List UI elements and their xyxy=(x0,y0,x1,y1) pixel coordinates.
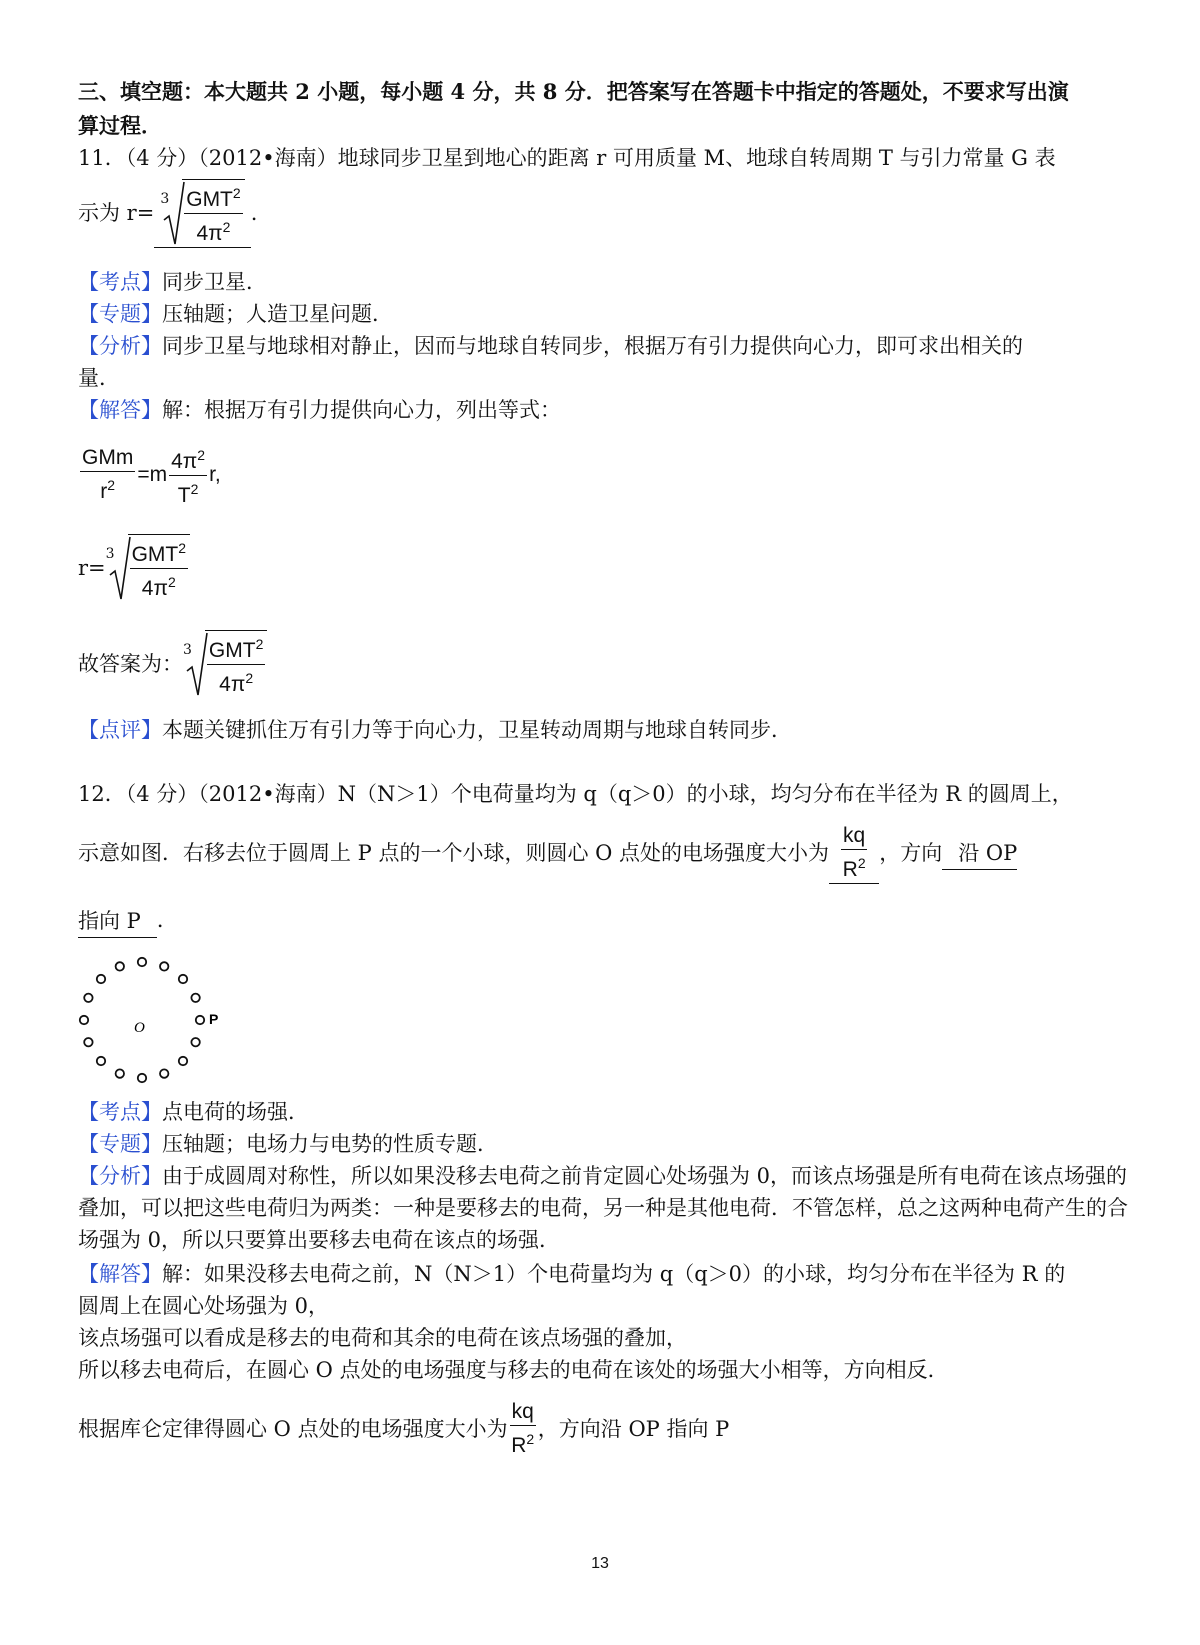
q11-jieda: 【解答】解：根据万有引力提供向心力，列出等式： xyxy=(78,398,561,422)
q12-jieda-line2: 圆周上在圆心处场强为 0， xyxy=(78,1294,330,1318)
page-number: 13 xyxy=(591,1555,609,1572)
charge-ball xyxy=(80,1016,88,1024)
q11-fenxi-line1: 【分析】同步卫星与地球相对静止，因而与地球自转同步，根据万有引力提供向心力，即可求出相关的 xyxy=(78,334,1023,358)
q12-stem-line2: 示意如图．右移去位于圆周上 P 点的一个小球，则圆心 O 点处的电场强度大小为 $\frac{kq}{R^2}$ ，方向 沿 OP xyxy=(78,822,1128,884)
q11-stem-line1: 11．（4 分）（2012•海南）地球同步卫星到地心的距离 r 可用质量 M、地球自转周期 T 与引力常量 G 表 xyxy=(78,146,1056,170)
q11-stem-suffix: . xyxy=(250,201,258,225)
q12-jieda-line3: 该点场强可以看成是移去的电荷和其余的电荷在该点场强的叠加， xyxy=(78,1326,687,1350)
charge-ball xyxy=(160,962,168,970)
q11-answer-line: 故答案为： 3 $\frac{GMT^2}{4\pi^2}$ xyxy=(78,628,1128,700)
q11-answer-cube-root: 3 $\frac{GMT^2}{4\pi^2}$ xyxy=(183,630,267,698)
q11-answer-blank xyxy=(154,179,250,248)
charge-ball xyxy=(84,994,92,1002)
q11-eq2-cube-root: 3 $\frac{GMT^2}{4\pi^2}$ xyxy=(106,534,190,602)
charge-ball xyxy=(138,958,146,966)
charge-ball xyxy=(84,1038,92,1046)
q11-equation-1: $\frac{\text{GMm}}{r^2}$ =m $\frac{4\pi^2}{T^2}$ r, xyxy=(78,440,1128,510)
charge-ball xyxy=(160,1069,168,1077)
q12-answer-magnitude: $\frac{kq}{R^2}$ xyxy=(829,823,879,884)
q11-kaodian: 【考点】同步卫星． xyxy=(78,270,267,294)
q12-answer-direction-part2: 指向 P xyxy=(78,905,157,938)
section-header-line2: 算过程． xyxy=(78,113,162,138)
q12-stem-line1: 12．（4 分）（2012•海南）N（N＞1）个电荷量均为 q（q＞0）的小球，均匀分布在半径为 R 的圆周上， xyxy=(78,782,1073,806)
q12-stem-line3: 指向 P ． xyxy=(78,904,1128,938)
q11-cube-root: 3 $\frac{GMT^2}{4\pi^2}$ xyxy=(160,179,244,247)
charge-ball xyxy=(191,994,199,1002)
q12-kaodian: 【考点】点电荷的场强． xyxy=(78,1100,309,1124)
q11-equation-2: r= 3 $\frac{GMT^2}{4\pi^2}$ xyxy=(78,532,1128,604)
center-o-label: O xyxy=(134,1020,145,1036)
charge-circle-figure xyxy=(78,948,238,1088)
q12-jieda-line4: 所以移去电荷后，在圆心 O 点处的电场强度与移去的电荷在该处的场强大小相等，方向相反． xyxy=(78,1358,949,1382)
q11-dianping: 【点评】本题关键抓住万有引力等于向心力，卫星转动周期与地球自转同步． xyxy=(78,718,792,742)
charge-ball xyxy=(116,1069,124,1077)
q11-stem-prefix: 示为 r= xyxy=(78,201,155,225)
q11-stem-line2 xyxy=(78,178,1128,248)
charge-ball xyxy=(97,975,105,983)
q12-fenxi: 【分析】由于成圆周对称性，所以如果没移去电荷之前肯定圆心处场强为 0，而该点场强是所有电荷在该点场强的叠加，可以把这些电荷归为两类：一种是要移去的电荷，另一种是其他电荷．不管怎样，总之这两种电荷产生的合场强为 0，所以只要算出要移去电荷在该点的场强． xyxy=(78,1164,1128,1252)
charge-ball xyxy=(196,1016,204,1024)
q11-zhuanti: 【专题】压轴题；人造卫星问题． xyxy=(78,302,393,326)
q11-fenxi-line2: 量． xyxy=(78,366,120,390)
point-p-label: P xyxy=(209,1011,219,1027)
q12-zhuanti: 【专题】压轴题；电场力与电势的性质专题． xyxy=(78,1132,498,1156)
charge-ball xyxy=(179,1057,187,1065)
charge-ball xyxy=(191,1038,199,1046)
charge-ball xyxy=(116,962,124,970)
q12-jieda-line1: 【解答】解：如果没移去电荷之前，N（N＞1）个电荷量均为 q（q＞0）的小球，均匀分布在半径为 R 的 xyxy=(78,1262,1066,1286)
charge-ball xyxy=(138,1074,146,1082)
charge-ball xyxy=(179,975,187,983)
q12-jieda-line5: 根据库仑定律得圆心 O 点处的电场强度大小为 $\frac{kq}{R^2}$ ，方向沿 OP 指向 P xyxy=(78,1400,730,1457)
q12-answer-direction-part1: 沿 OP xyxy=(942,837,1017,870)
charge-ball xyxy=(97,1057,105,1065)
section-header-line1: 三、填空题：本大题共 2 小题，每小题 4 分，共 8 分．把答案写在答题卡中指定的答题处，不要求写出演 xyxy=(78,79,1069,104)
